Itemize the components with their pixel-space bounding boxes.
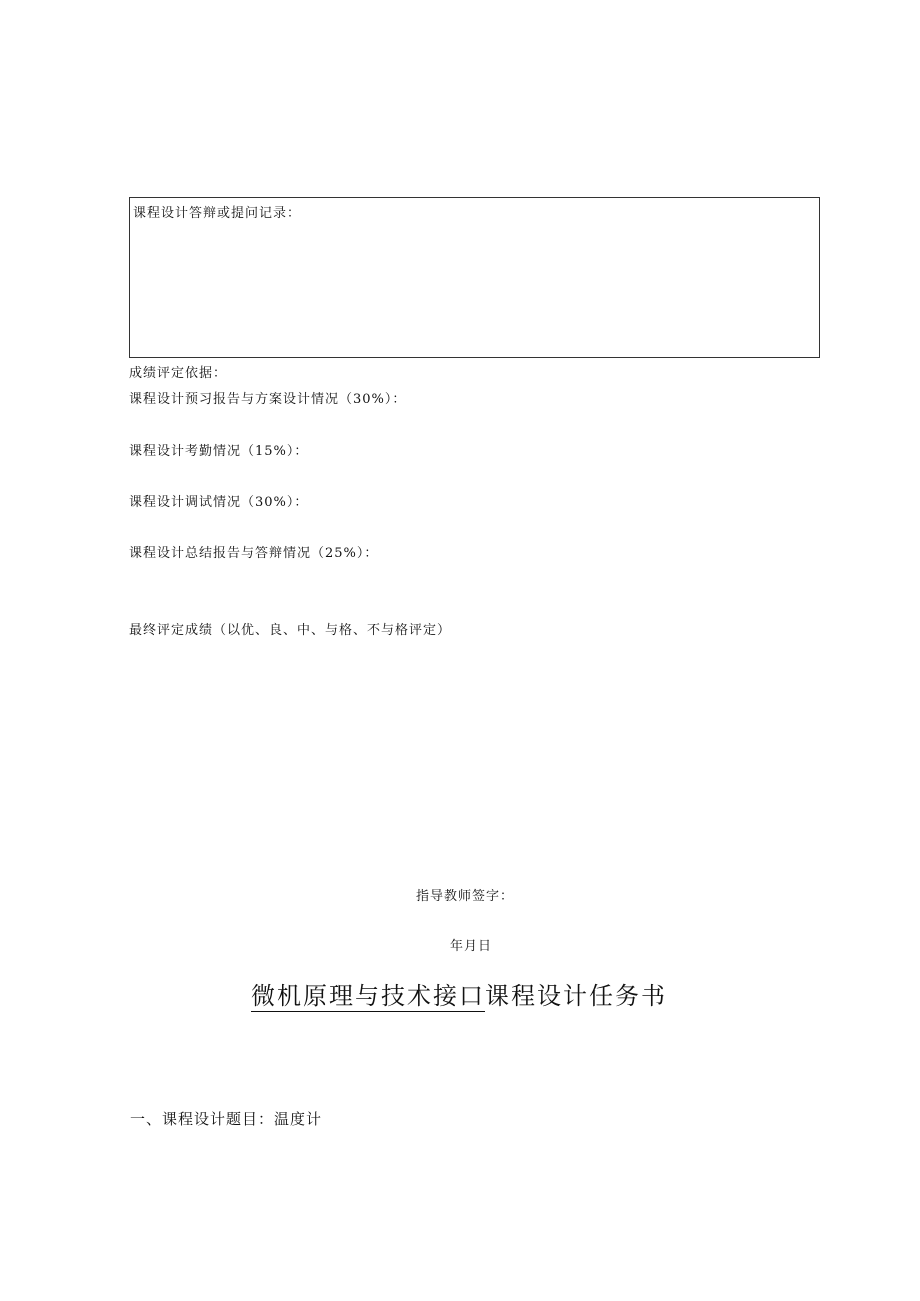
task-book-title (251, 976, 667, 1011)
criterion-preview-report: 课程设计预习报告与方案设计情况（30%）： (129, 392, 407, 407)
defense-record-box (129, 197, 820, 358)
course-name: 微机原理与技术接口 (251, 982, 485, 1010)
section-1-topic: 一、课程设计题目：温度计 (130, 1110, 323, 1128)
grading-basis-label: 成绩评定依据： (129, 366, 228, 381)
criterion-summary-defense: 课程设计总结报告与答辩情况（25%）： (129, 546, 379, 561)
signature-label: 指导教师签字： (416, 889, 515, 904)
criterion-debugging: 课程设计调试情况（30%）： (129, 495, 309, 510)
date-label: 年月日 (450, 939, 493, 954)
defense-record-label: 课程设计答辩或提问记录： (133, 206, 302, 221)
final-grade-label: 最终评定成绩（以优、良、中、与格、不与格评定） (129, 623, 452, 638)
title-suffix: 课程设计任务书 (485, 982, 667, 1010)
criterion-attendance: 课程设计考勤情况（15%）： (129, 444, 309, 459)
